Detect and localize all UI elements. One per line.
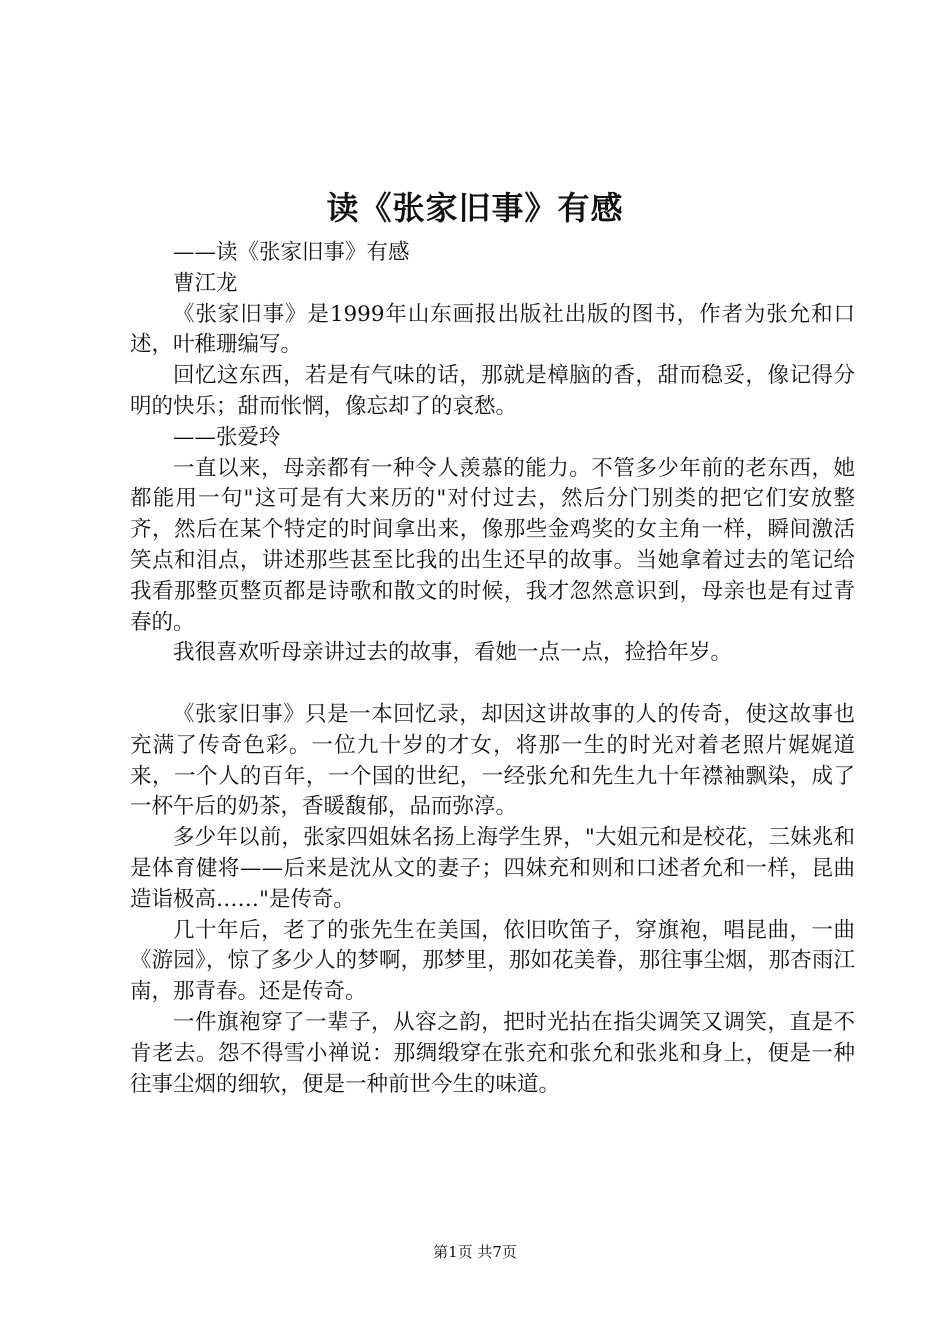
blank-line [130, 669, 855, 700]
document-body [130, 238, 855, 1100]
quote-attribution: ——张爱玲 [173, 424, 281, 450]
paragraph: 回忆这东西，若是有气味的话，那就是樟脑的香，甜而稳妥，像记得分明的快乐；甜而怅惘，像忘却了的哀愁。 [130, 363, 855, 419]
paragraph: 一直以来，母亲都有一种令人羡慕的能力。不管多少年前的老东西，她都能用一句"这可是有大来历的"对付过去，然后分门别类的把它们安放整齐，然后在某个特定的时间拿出来，像那些金鸡奖的女主角一样，瞬间激活笑点和泪点，讲述那些甚至比我的出生还早的故事。当她拿着过去的笔记给我看那整页整页都是诗歌和散文的时候，我才忽然意识到，母亲也是有过青春的。 [130, 455, 855, 635]
subtitle: ——读《张家旧事》有感 [173, 240, 410, 265]
paragraph: 我很喜欢听母亲讲过去的故事，看她一点一点，捡拾年岁。 [173, 640, 733, 666]
paragraph: 几十年后，老了的张先生在美国，依旧吹笛子，穿旗袍，唱昆曲，一曲《游园》，惊了多少人的梦啊，那梦里，那如花美眷，那往事尘烟，那杏雨江南，那青春。还是传奇。 [130, 917, 855, 1005]
paragraph: 《张家旧事》只是一本回忆录，却因这讲故事的人的传奇，使这故事也充满了传奇色彩。一位九十岁的才女，将那一生的时光对着老照片娓娓道来，一个人的百年，一个国的世纪，一经张允和先生九十年襟袖飘染，成了一杯午后的奶茶，香暖馥郁，品而弥淳。 [130, 701, 855, 820]
paragraph: 《张家旧事》是1999年山东画报出版社出版的图书，作者为张允和口述，叶稚珊编写。 [130, 301, 855, 358]
paragraph: 一件旗袍穿了一辈子，从容之韵，把时光拈在指尖调笑又调笑，直是不肯老去。怨不得雪小禅说：那绸缎穿在张充和张允和张兆和身上，便是一种往事尘烟的细软，便是一种前世今生的味道。 [130, 1009, 855, 1097]
page-footer: 第1页 共7页 [433, 1243, 517, 1261]
author-name: 曹江龙 [173, 270, 238, 296]
document-title: 读《张家旧事》有感 [326, 189, 624, 227]
paragraph: 多少年以前，张家四姐妹名扬上海学生界，"大姐元和是校花，三妹兆和是体育健将——后来是沈从文的妻子；四妹充和则和口述者允和一样，昆曲造诣极高……"是传奇。 [130, 825, 855, 912]
